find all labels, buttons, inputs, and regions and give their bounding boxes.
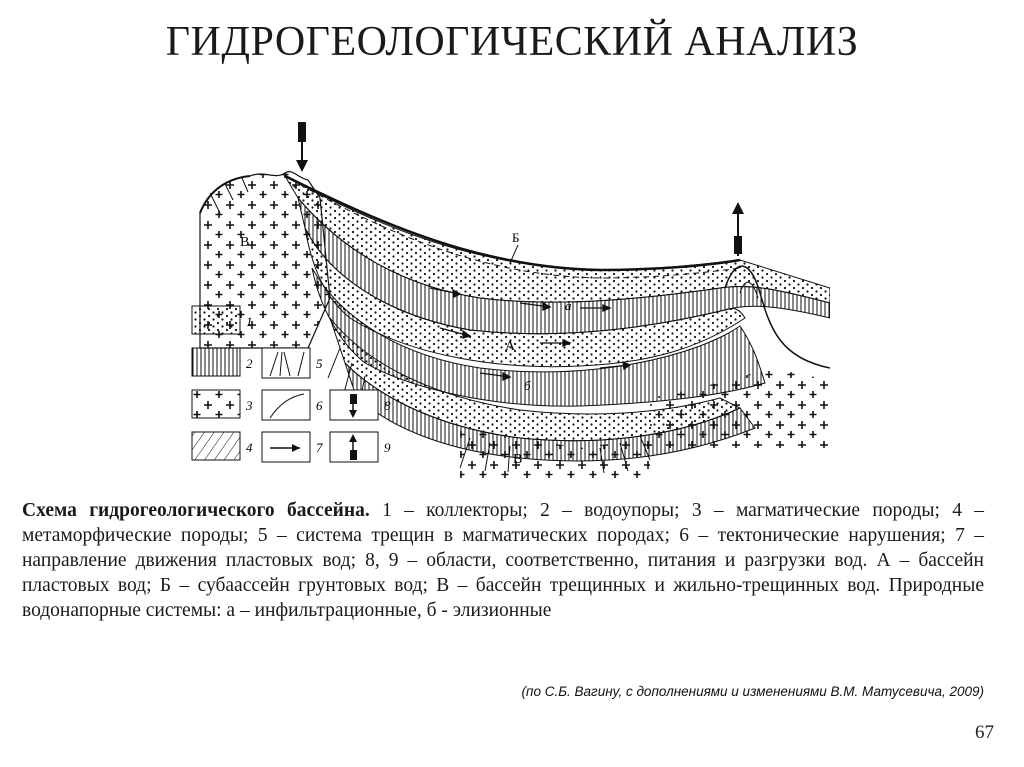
label-a-upper: А	[505, 339, 516, 354]
figure-caption	[22, 498, 984, 623]
caption-text: 1 – коллекторы; 2 – водоупоры; 3 – магматические породы; 4 – метаморфические породы; 5 – система трещин в магматических породах; 6 – тектонические нарушения; 7 – направление движения пластовых вод; 8, 9 – области, соответственно, питания и разгрузки вод. А – бассейн пластовых вод; Б – субаассейн грунтовых вод; В – бассейн трещинных и жильно-трещинных вод. Природные водонапорные системы: а – инфильтрационные, б - элизионные	[22, 500, 985, 621]
label-b-lower: б	[524, 378, 531, 393]
legend-4-label: 4	[246, 440, 253, 455]
discharge-arrow-icon	[732, 202, 744, 256]
legend-6-label: 6	[316, 398, 323, 413]
caption-lead: Схема гидрогеологического бассейна.	[22, 500, 370, 521]
basin-diagram	[180, 118, 830, 480]
legend-2-label: 2	[246, 356, 253, 371]
legend-3-label: 3	[246, 398, 253, 413]
legend-8-label: 8	[384, 398, 391, 413]
legend-5-label: 5	[316, 356, 323, 371]
legend-7-label: 7	[316, 440, 323, 455]
recharge-arrow-icon	[296, 122, 308, 172]
legend-9-label: 9	[384, 440, 391, 455]
page-number: 67	[975, 722, 994, 743]
label-b-upper: Б	[512, 230, 520, 245]
label-v-left: В	[240, 235, 250, 250]
label-a-lower: а	[565, 298, 572, 313]
legend-1-label: 1	[246, 314, 253, 329]
source-citation: (по С.Б. Вагину, с дополнениями и изменениями В.М. Матусевича, 2009)	[521, 684, 984, 699]
slide-title: ГИДРОГЕОЛОГИЧЕСКИЙ АНАЛИЗ	[165, 19, 859, 65]
label-v-bottom: В	[513, 452, 523, 467]
